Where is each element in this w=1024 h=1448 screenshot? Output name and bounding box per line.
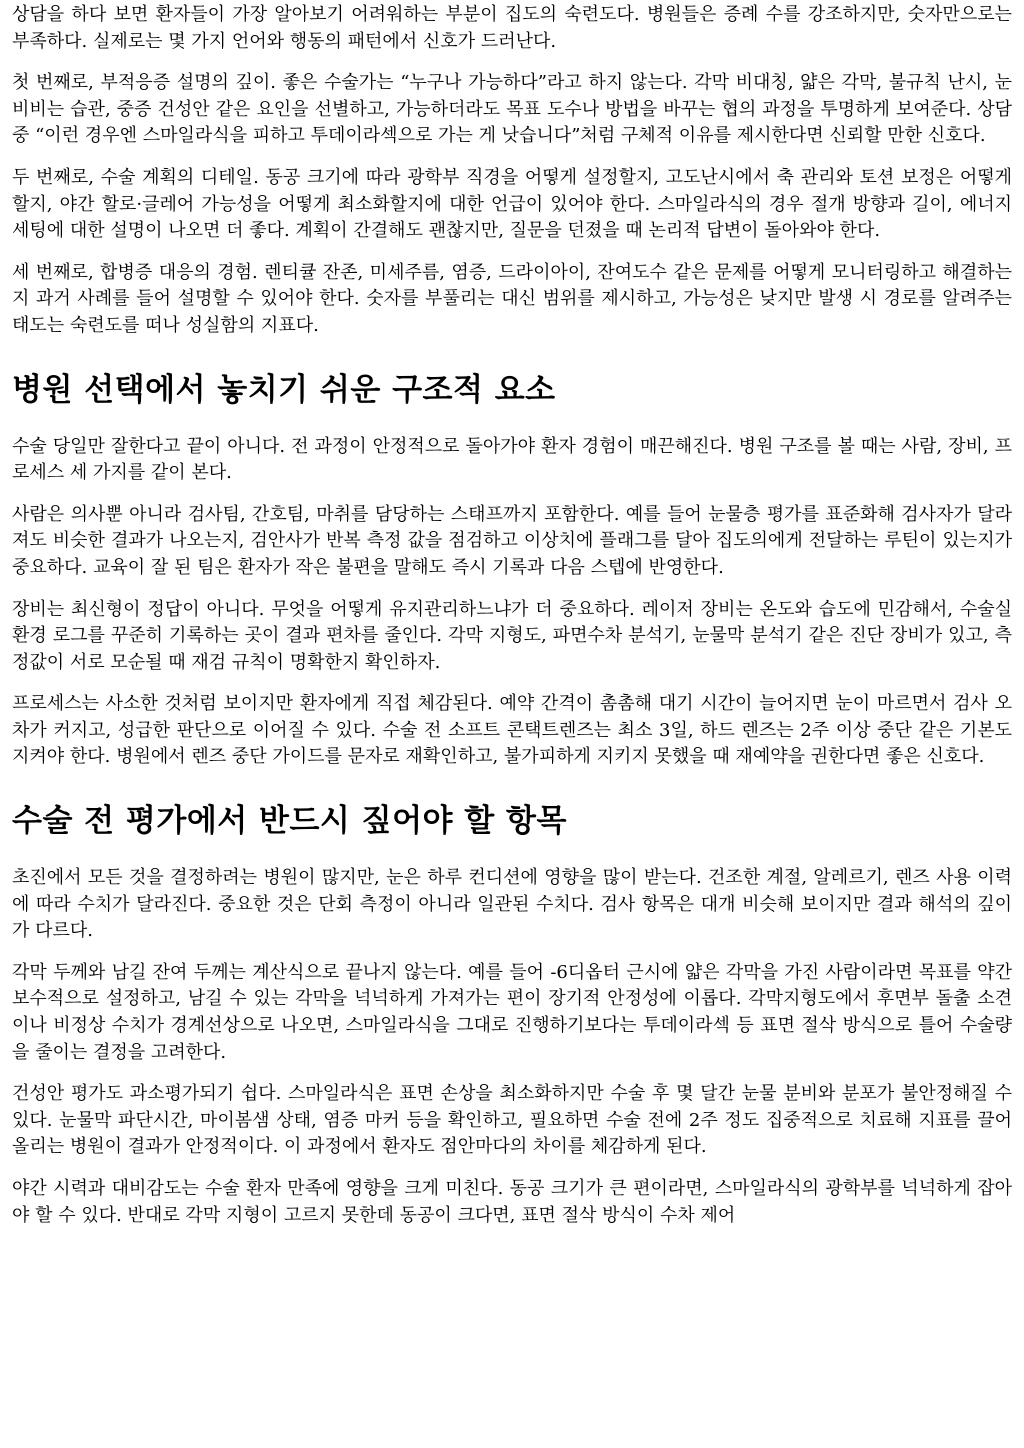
paragraph: 야간 시력과 대비감도는 수술 환자 만족에 영향을 크게 미친다. 동공 크기가 큰 편이라면, 스마일라식의 광학부를 넉넉하게 잡아야 할 수 있다. 반대로 각막 지형이 고르지 못한데 동공이 크다면, 표면 절삭 방식이 수차 제어 [12, 1178, 1012, 1226]
paragraph: 상담을 하다 보면 환자들이 가장 알아보기 어려워하는 부분이 집도의 숙련도다. 병원들은 증례 수를 강조하지만, 숫자만으로는 부족하다. 실제로는 몇 가지 언어와 행동의 패턴에서 신호가 드러난다. [12, 4, 1012, 52]
paragraph: 사람은 의사뿐 아니라 검사팀, 간호팀, 마취를 담당하는 스태프까지 포함한다. 예를 들어 눈물층 평가를 표준화해 검사자가 달라져도 비슷한 결과가 나오는지, 검안사가 반복 측정 값을 점검하고 이상치에 플래그를 달아 집도의에게 전달하는 루틴이 있는지가 중요하다. 교육이 잘 된 팀은 환자가 작은 불편을 말해도 즉시 기록과 다음 스텝에 반영한다. [12, 503, 1012, 578]
paragraph: 초진에서 모든 것을 결정하려는 병원이 많지만, 눈은 하루 컨디션에 영향을 많이 받는다. 건조한 계절, 알레르기, 렌즈 사용 이력에 따라 수치가 달라진다. 중요한 것은 단회 측정이 아니라 일관된 수치다. 검사 항목은 대개 비슷해 보이지만 결과 해석의 깊이가 다르다. [12, 867, 1012, 942]
paragraph: 장비는 최신형이 정답이 아니다. 무엇을 어떻게 유지관리하느냐가 더 중요하다. 레이저 장비는 온도와 습도에 민감해서, 수술실 환경 로그를 꾸준히 기록하는 곳이 결과 편차를 줄인다. 각막 지형도, 파면수차 분석기, 눈물막 분석기 같은 진단 장비가 있고, 측정값이 서로 모순될 때 재검 규칙이 명확한지 확인하자. [12, 598, 1012, 673]
section-heading: 병원 선택에서 놓치기 쉬운 구조적 요소 [12, 371, 556, 408]
section-heading: 수술 전 평가에서 반드시 짚어야 할 항목 [12, 803, 567, 840]
paragraph: 두 번째로, 수술 계획의 디테일. 동공 크기에 따라 광학부 직경을 어떻게 설정할지, 고도난시에서 축 관리와 토션 보정은 어떻게 할지, 야간 할로·글레어 가능성을 어떻게 최소화할지에 대한 언급이 있어야 한다. 스마일라식의 경우 절개 방향과 길이, 에너지 세팅에 대한 설명이 나오면 더 좋다. 계획이 간결해도 괜찮지만, 질문을 던졌을 때 논리적 답변이 돌아와야 한다. [12, 166, 1012, 242]
paragraph: 프로세스는 사소한 것처럼 보이지만 환자에게 직접 체감된다. 예약 간격이 촘촘해 대기 시간이 늘어지면 눈이 마르면서 검사 오차가 커지고, 성급한 판단으로 이어질 수 있다. 수술 전 소프트 콘택트렌즈는 최소 3일, 하드 렌즈는 2주 이상 중단 같은 기본도 지켜야 한다. 병원에서 렌즈 중단 가이드를 문자로 재확인하고, 불가피하게 지키지 못했을 때 재예약을 권한다면 좋은 신호다. [12, 693, 1012, 768]
paragraph: 수술 당일만 잘한다고 끝이 아니다. 전 과정이 안정적으로 돌아가야 환자 경험이 매끈해진다. 병원 구조를 볼 때는 사람, 장비, 프로세스 세 가지를 같이 본다. [12, 435, 1012, 484]
paragraph: 각막 두께와 남길 잔여 두께는 계산식으로 끝나지 않는다. 예를 들어 -6디옵터 근시에 얇은 각막을 가진 사람이라면 목표를 약간 보수적으로 설정하고, 남길 수 있는 각막을 넉넉하게 가져가는 편이 장기적 안정성에 이롭다. 각막지형도에서 후면부 돌출 소견이나 비정상 수치가 경계선상으로 나오면, 스마일라식을 그대로 진행하기보다는 투데이라섹 등 표면 절삭 방식으로 틀어 수술량을 줄이는 결정을 고려한다. [12, 961, 1012, 1063]
paragraph: 건성안 평가도 과소평가되기 쉽다. 스마일라식은 표면 손상을 최소화하지만 수술 후 몇 달간 눈물 분비와 분포가 불안정해질 수 있다. 눈물막 파단시간, 마이봄샘 상태, 염증 마커 등을 확인하고, 필요하면 수술 전에 2주 정도 집중적으로 치료해 지표를 끌어올리는 병원이 결과가 안정적이다. 이 과정에서 환자도 점안마다의 차이를 체감하게 된다. [12, 1083, 1012, 1158]
paragraph: 세 번째로, 합병증 대응의 경험. 렌티큘 잔존, 미세주름, 염증, 드라이아이, 잔여도수 같은 문제를 어떻게 모니터링하고 해결하는지 과거 사례를 들어 설명할 수 있어야 한다. 숫자를 부풀리는 대신 범위를 제시하고, 가능성은 낮지만 발생 시 경로를 알려주는 태도는 숙련도를 떠나 성실함의 지표다. [12, 261, 1012, 336]
paragraph: 첫 번째로, 부적응증 설명의 깊이. 좋은 수술가는 “누구나 가능하다”라고 하지 않는다. 각막 비대칭, 얇은 각막, 불규칙 난시, 눈 비비는 습관, 중증 건성안 같은 요인을 선별하고, 가능하더라도 목표 도수나 방법을 바꾸는 협의 과정을 투명하게 보여준다. 상담 중 “이런 경우엔 스마일라식을 피하고 투데이라섹으로 가는 게 낫습니다”처럼 구체적 이유를 제시한다면 신뢰할 만한 신호다. [12, 72, 1012, 147]
document-body [12, 0, 1012, 1244]
